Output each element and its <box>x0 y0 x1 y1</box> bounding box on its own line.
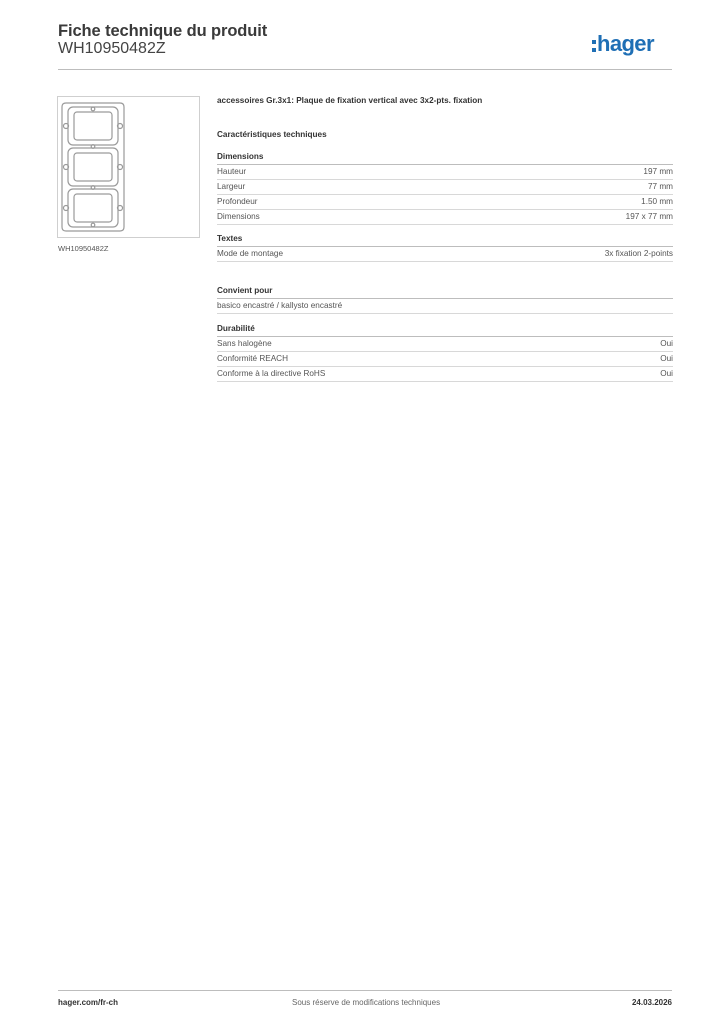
footer-date: 24.03.2026 <box>631 998 672 1007</box>
row-label: Conforme à la directive RoHS <box>217 369 326 378</box>
row-label: Dimensions <box>217 212 260 221</box>
row-label: Profondeur <box>217 197 258 206</box>
table-row <box>217 299 673 314</box>
hager-logo <box>592 31 654 57</box>
section-title: Durabilité <box>217 324 673 337</box>
table-row <box>217 337 673 352</box>
section-title: Dimensions <box>217 152 673 165</box>
image-caption: WH10950482Z <box>58 244 109 253</box>
row-label: Sans halogène <box>217 339 272 348</box>
table-row <box>217 367 673 382</box>
section-dimensions <box>217 152 673 225</box>
footer-notice: Sous réserve de modifications techniques <box>292 998 441 1007</box>
table-row <box>217 247 673 262</box>
row-value: Oui <box>660 369 673 378</box>
section-convient-pour <box>217 286 673 314</box>
footer-divider <box>58 990 672 991</box>
table-row <box>217 180 673 195</box>
product-image <box>57 96 200 238</box>
logo-text: hager <box>597 31 654 56</box>
row-value: Oui <box>660 339 673 348</box>
mounting-plate-illustration <box>58 97 199 237</box>
row-value: 197 mm <box>643 167 673 176</box>
row-value: 3x fixation 2-points <box>604 249 673 258</box>
header-divider <box>58 69 672 70</box>
page-title: Fiche technique du produit <box>58 22 268 40</box>
section-durabilite <box>217 324 673 382</box>
table-row <box>217 195 673 210</box>
row-label: Conformité REACH <box>217 354 288 363</box>
row-value: 197 x 77 mm <box>625 212 673 221</box>
table-row <box>217 352 673 367</box>
row-value: 1.50 mm <box>641 197 673 206</box>
row-value: Oui <box>660 354 673 363</box>
product-reference: WH10950482Z <box>58 40 166 57</box>
row-label: Largeur <box>217 182 246 191</box>
product-details <box>217 94 673 382</box>
section-title: Convient pour <box>217 286 673 299</box>
product-description: accessoires Gr.3x1: Plaque de fixation vertical avec 3x2-pts. fixation <box>217 96 483 105</box>
footer-website-link[interactable]: hager.com/fr-ch <box>58 998 119 1007</box>
section-textes <box>217 234 673 262</box>
table-row <box>217 165 673 180</box>
row-label: Hauteur <box>217 167 247 176</box>
logo-colon-mark <box>592 40 596 52</box>
row-label: Mode de montage <box>217 249 283 258</box>
row-label: basico encastré / kallysto encastré <box>217 301 343 310</box>
section-title: Textes <box>217 234 673 247</box>
row-value: 77 mm <box>647 182 673 191</box>
characteristics-heading: Caractéristiques techniques <box>217 130 327 139</box>
table-row <box>217 210 673 225</box>
